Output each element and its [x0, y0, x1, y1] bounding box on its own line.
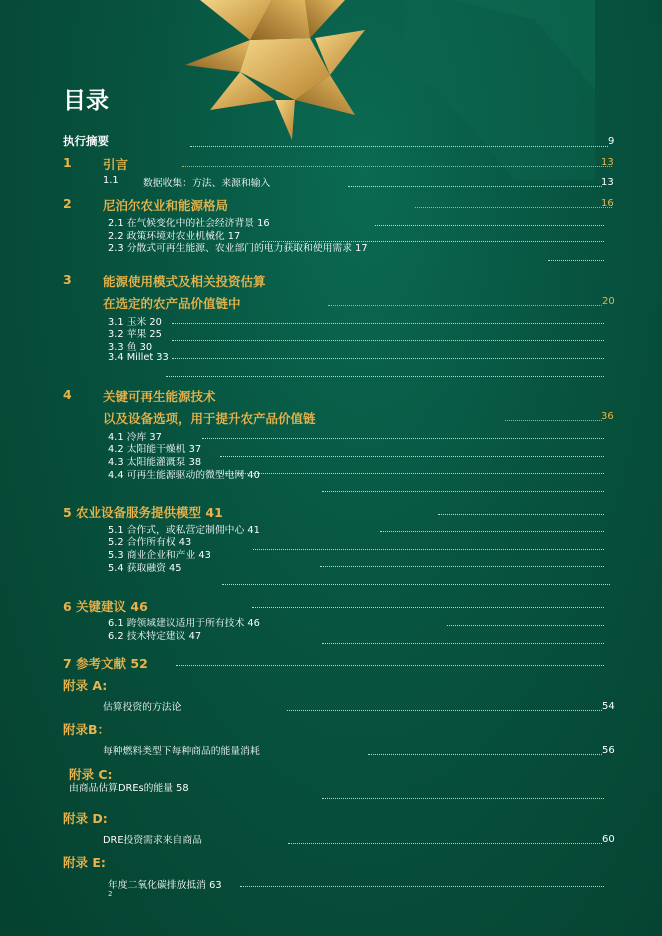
dot-leader [253, 549, 604, 550]
appendix-a-heading[interactable]: 附录 A: [63, 678, 108, 693]
toc-entry-appendix-e[interactable]: 年度二氧化碳排放抵消 63 [108, 880, 222, 891]
dot-leader [182, 166, 612, 167]
dot-leader [172, 358, 604, 359]
toc-entry-service-models[interactable]: 5 农业设备服务提供模型 41 [63, 505, 223, 520]
toc-entry-6-2[interactable]: 6.2 技术特定建议 47 [108, 631, 202, 642]
toc-entry-4-3[interactable]: 4.3 太阳能灌溉泵 38 [108, 457, 202, 468]
dot-leader [287, 710, 602, 711]
toc-entry-introduction[interactable]: 引言 [103, 157, 129, 172]
toc-entry-4-1[interactable]: 4.1 冷库 37 [108, 432, 162, 443]
toc-entry-2-1[interactable]: 2.1 在气候变化中的社会经济背景 16 [108, 218, 270, 229]
dot-leader [222, 584, 610, 585]
appendix-d-heading[interactable]: 附录 D: [63, 811, 108, 826]
toc-entry-3-1[interactable]: 3.1 玉米 20 [108, 317, 162, 328]
dot-leader [548, 260, 604, 261]
background-shape [395, 0, 595, 180]
dot-leader [322, 491, 604, 492]
toc-entry-executive-summary[interactable]: 执行摘要 [63, 134, 109, 148]
toc-entry-5-2[interactable]: 5.2 合作所有权 43 [108, 537, 192, 548]
page-number: 36 [601, 411, 614, 422]
toc-entry-energy-usage-cont[interactable]: 在选定的农产品价值链中 [103, 296, 241, 311]
gold-star-logo [180, 0, 365, 140]
toc-entry-4-2[interactable]: 4.2 太阳能干燥机 37 [108, 444, 202, 455]
toc-entry-2-2[interactable]: 2.2 政策环境对农业机械化 17 [108, 231, 241, 242]
dot-leader [447, 625, 604, 626]
dot-leader [252, 607, 604, 608]
appendix-e-heading[interactable]: 附录 E: [63, 855, 106, 870]
dot-leader [415, 207, 612, 208]
page-number: 13 [601, 157, 614, 168]
toc-entry-recommendations[interactable]: 6 关键建议 46 [63, 599, 148, 614]
toc-entry-data-collection[interactable]: 数据收集：方法、来源和输入 [143, 178, 271, 189]
section-number: 4 [63, 387, 72, 402]
toc-entry-4-4[interactable]: 4.4 可再生能源驱动的微型电网 40 [108, 470, 260, 481]
dot-leader [166, 376, 604, 377]
appendix-b-heading[interactable]: 附录B： [63, 722, 111, 737]
toc-entry-3-2[interactable]: 3.2 苹果 25 [108, 329, 162, 340]
dot-leader [176, 665, 604, 666]
page-number: 16 [601, 198, 614, 209]
appendix-c-heading[interactable]: 附录 C: [69, 767, 113, 782]
footer-page-number: 2 [108, 890, 113, 898]
toc-entry-5-3[interactable]: 5.3 商业企业和产业 43 [108, 550, 211, 561]
toc-entry-3-3[interactable]: 3.3 鱼 30 [108, 342, 153, 353]
toc-entry-references[interactable]: 7 参考文献 52 [63, 656, 148, 671]
page-number: 54 [602, 701, 615, 712]
dot-leader [368, 754, 602, 755]
dot-leader [380, 531, 604, 532]
toc-entry-energy-usage[interactable]: 能源使用模式及相关投资估算 [103, 274, 266, 289]
dot-leader [220, 456, 604, 457]
page-number: 20 [602, 296, 615, 307]
dot-leader [172, 323, 604, 324]
dot-leader [190, 146, 608, 147]
toc-entry-5-4[interactable]: 5.4 获取融资 45 [108, 563, 182, 574]
dot-leader [240, 886, 604, 887]
page-number: 9 [608, 136, 615, 147]
toc-entry-2-3[interactable]: 2.3 分散式可再生能源、农业部门的电力获取和使用需求 17 [108, 243, 368, 254]
page-number: 60 [602, 834, 615, 845]
dot-leader [322, 643, 604, 644]
dot-leader [322, 798, 604, 799]
toc-entry-5-1[interactable]: 5.1 合作式，或私营定制佣中心 41 [108, 525, 260, 536]
section-number: 1 [63, 155, 72, 170]
page-title: 目录 [63, 88, 109, 114]
section-number: 2 [63, 196, 72, 211]
toc-entry-nepal-landscape[interactable]: 尼泊尔农业和能源格局 [103, 198, 229, 213]
dot-leader [320, 566, 604, 567]
toc-entry-renewable-tech-cont[interactable]: 以及设备选项，用于提升农产品价值链 [103, 411, 316, 426]
dot-leader [348, 186, 602, 187]
dot-leader [328, 305, 602, 306]
toc-entry-3-4[interactable]: 3.4 Millet 33 [108, 352, 169, 363]
dot-leader [288, 843, 602, 844]
dot-leader [202, 438, 604, 439]
toc-entry-appendix-d[interactable]: DRE投资需求来自商品 [103, 835, 202, 846]
section-number: 3 [63, 272, 72, 287]
dot-leader [375, 225, 604, 226]
toc-entry-appendix-b[interactable]: 每种燃料类型下每种商品的能量消耗 [103, 746, 260, 757]
dot-leader [172, 340, 604, 341]
toc-entry-6-1[interactable]: 6.1 跨领域建议适用于所有技术 46 [108, 618, 260, 629]
page-number: 13 [601, 177, 614, 188]
page-number: 56 [602, 745, 615, 756]
toc-entry-appendix-a[interactable]: 估算投资的方法论 [103, 702, 182, 713]
dot-leader [438, 514, 604, 515]
toc-entry-appendix-c[interactable]: 由商品估算DREs的能量 58 [69, 783, 189, 794]
dot-leader [220, 473, 604, 474]
toc-entry-renewable-tech[interactable]: 关键可再生能源技术 [103, 389, 216, 404]
subsection-number: 1.1 [103, 175, 119, 186]
dot-leader [505, 420, 602, 421]
